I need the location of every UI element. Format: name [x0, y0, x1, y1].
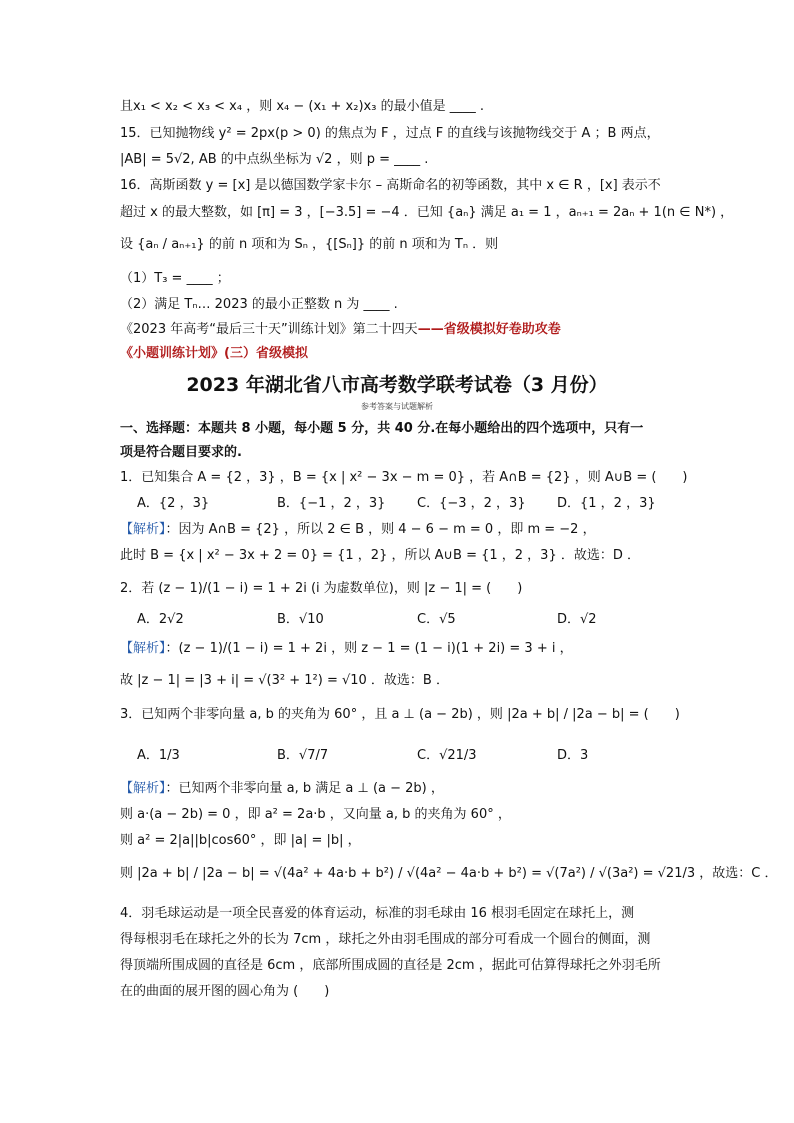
text-line: 且x₁ < x₂ < x₃ < x₄ ，则 x₄ − (x₁ + x₂)x₃ 的最小值是 ____ . — [120, 99, 484, 114]
answer-text: ：(z − 1)/(1 − i) = 1 + 2i ，则 z − 1 = (1 − i)(1 + 2i) = 3 + i ， — [165, 641, 573, 656]
option-a: A．1/3 — [137, 748, 180, 763]
question-4-line2: 得每根羽毛在球托之外的长为 7cm ，球托之外由羽毛围成的部分可看成一个圆台的侧面，测 — [120, 932, 651, 947]
option-a: A．2√2 — [137, 612, 184, 627]
series-name: 《2023 年高考“最后三十天”训练计划》第二十四天 — [120, 322, 418, 337]
question-16-line2: 超过 x 的最大整数，如 [π] = 3 ，[−3.5] = −4 ．已知 {aₙ} 满足 a₁ = 1 ，aₙ₊₁ = 2aₙ + 1(n ∈ N*) ， — [120, 205, 734, 220]
question-2-options — [137, 611, 694, 629]
answer-2-line1 — [120, 640, 694, 658]
option-c: C．√21/3 — [417, 748, 477, 763]
page-subtitle: 参考答案与试题解析 — [361, 402, 433, 411]
section-heading-line2: 项是符合题目要求的. — [120, 445, 242, 460]
plan-banner: 《小题训练计划》(三）省级模拟 — [120, 346, 308, 361]
answer-2-line2: 故 |z − 1| = |3 + i| = √(3² + 1²) = √10 ．故选：B ． — [120, 673, 449, 688]
option-d: D．{1 ，2 ，3} — [557, 496, 656, 511]
question-4-line1: 4．羽毛球运动是一项全民喜爱的体育运动，标准的羽毛球由 16 根羽毛固定在球托上，测 — [120, 906, 635, 921]
answer-1-line1 — [120, 521, 694, 539]
option-c: C．√5 — [417, 612, 456, 627]
option-d: D．3 — [557, 748, 589, 763]
series-tag: ——省级模拟好卷助攻卷 — [417, 322, 561, 337]
question-4-line4: 在的曲面的展开图的圆心角为 ( ) — [120, 984, 330, 999]
option-d: D．√2 — [557, 612, 597, 627]
question-1: 1．已知集合 A = {2 ，3} ，B = {x | x² − 3x − m = 0} ，若 A∩B = {2} ，则 A∪B = ( ) — [120, 470, 688, 485]
answer-3-line3: 则 a² = 2|a||b|cos60° ，即 |a| = |b| ， — [120, 833, 361, 848]
question-16-line1: 16．高斯函数 y = [x] 是以德国数学家卡尔 – 高斯命名的初等函数，其中 x ∈ R ，[x] 表示不 — [120, 178, 661, 193]
answer-3-line4: 则 |2a + b| / |2a − b| = √(4a² + 4a·b + b²) / √(4a² − 4a·b + b²) = √(7a²) / √(3a²) = √21/3 ，故选：C ． — [120, 866, 778, 881]
question-2: 2．若 (z − 1)/(1 − i) = 1 + 2i (i 为虚数单位)，则 |z − 1| = ( ) — [120, 581, 523, 596]
series-banner — [120, 321, 694, 339]
question-1-options — [137, 495, 694, 513]
question-15-line1: 15．已知抛物线 y² = 2px(p > 0) 的焦点为 F ，过点 F 的直线与该抛物线交于 A ；B 两点， — [120, 126, 660, 141]
option-b: B．√7/7 — [277, 748, 329, 763]
question-16-line3: 设 {aₙ / aₙ₊₁} 的前 n 项和为 Sₙ ，{[Sₙ]} 的前 n 项和为 Tₙ ．则 — [120, 237, 499, 252]
option-a: A．{2 ，3} — [137, 496, 210, 511]
question-4-line3: 得顶端所围成圆的直径是 6cm ，底部所围成圆的直径是 2cm ，据此可估算得球托之外羽毛所 — [120, 958, 661, 973]
answer-3-line1 — [120, 780, 694, 798]
page-title: 2023 年湖北省八市高考数学联考试卷（3 月份） — [186, 374, 608, 396]
option-c: C．{−3 ，2 ，3} — [417, 496, 526, 511]
option-b: B．√10 — [277, 612, 324, 627]
question-3: 3．已知两个非零向量 a, b 的夹角为 60° ，且 a ⊥ (a − 2b) ，则 |2a + b| / |2a − b| = ( ) — [120, 707, 680, 722]
answer-3-line2: 则 a·(a − 2b) = 0 ，即 a² = 2a·b ，又向量 a, b 的夹角为 60° ， — [120, 807, 511, 822]
answer-label: 【解析】 — [120, 781, 166, 796]
option-b: B．{−1 ，2 ，3} — [277, 496, 386, 511]
question-16-part1: （1）T₃ = ____ ； — [120, 271, 230, 286]
question-3-options — [137, 747, 694, 765]
section-heading-line1: 一、选择题：本题共 8 小题，每小题 5 分，共 40 分.在每小题给出的四个选项中，只有一 — [120, 421, 644, 436]
answer-text: ：因为 A∩B = {2} ，所以 2 ∈ B ，则 4 − 6 − m = 0 ，即 m = −2 ， — [165, 522, 596, 537]
answer-1-line2: 此时 B = {x | x² − 3x + 2 = 0} = {1 ，2} ，所以 A∪B = {1 ，2 ，3} ．故选：D ． — [120, 548, 640, 563]
answer-text: ：已知两个非零向量 a, b 满足 a ⊥ (a − 2b) ， — [165, 781, 444, 796]
answer-label: 【解析】 — [120, 522, 166, 537]
answer-label: 【解析】 — [120, 641, 166, 656]
question-16-part2: （2）满足 Tₙ… 2023 的最小正整数 n 为 ____ . — [120, 297, 398, 312]
question-15-line2: |AB| = 5√2, AB 的中点纵坐标为 √2 ，则 p = ____ . — [120, 152, 429, 167]
